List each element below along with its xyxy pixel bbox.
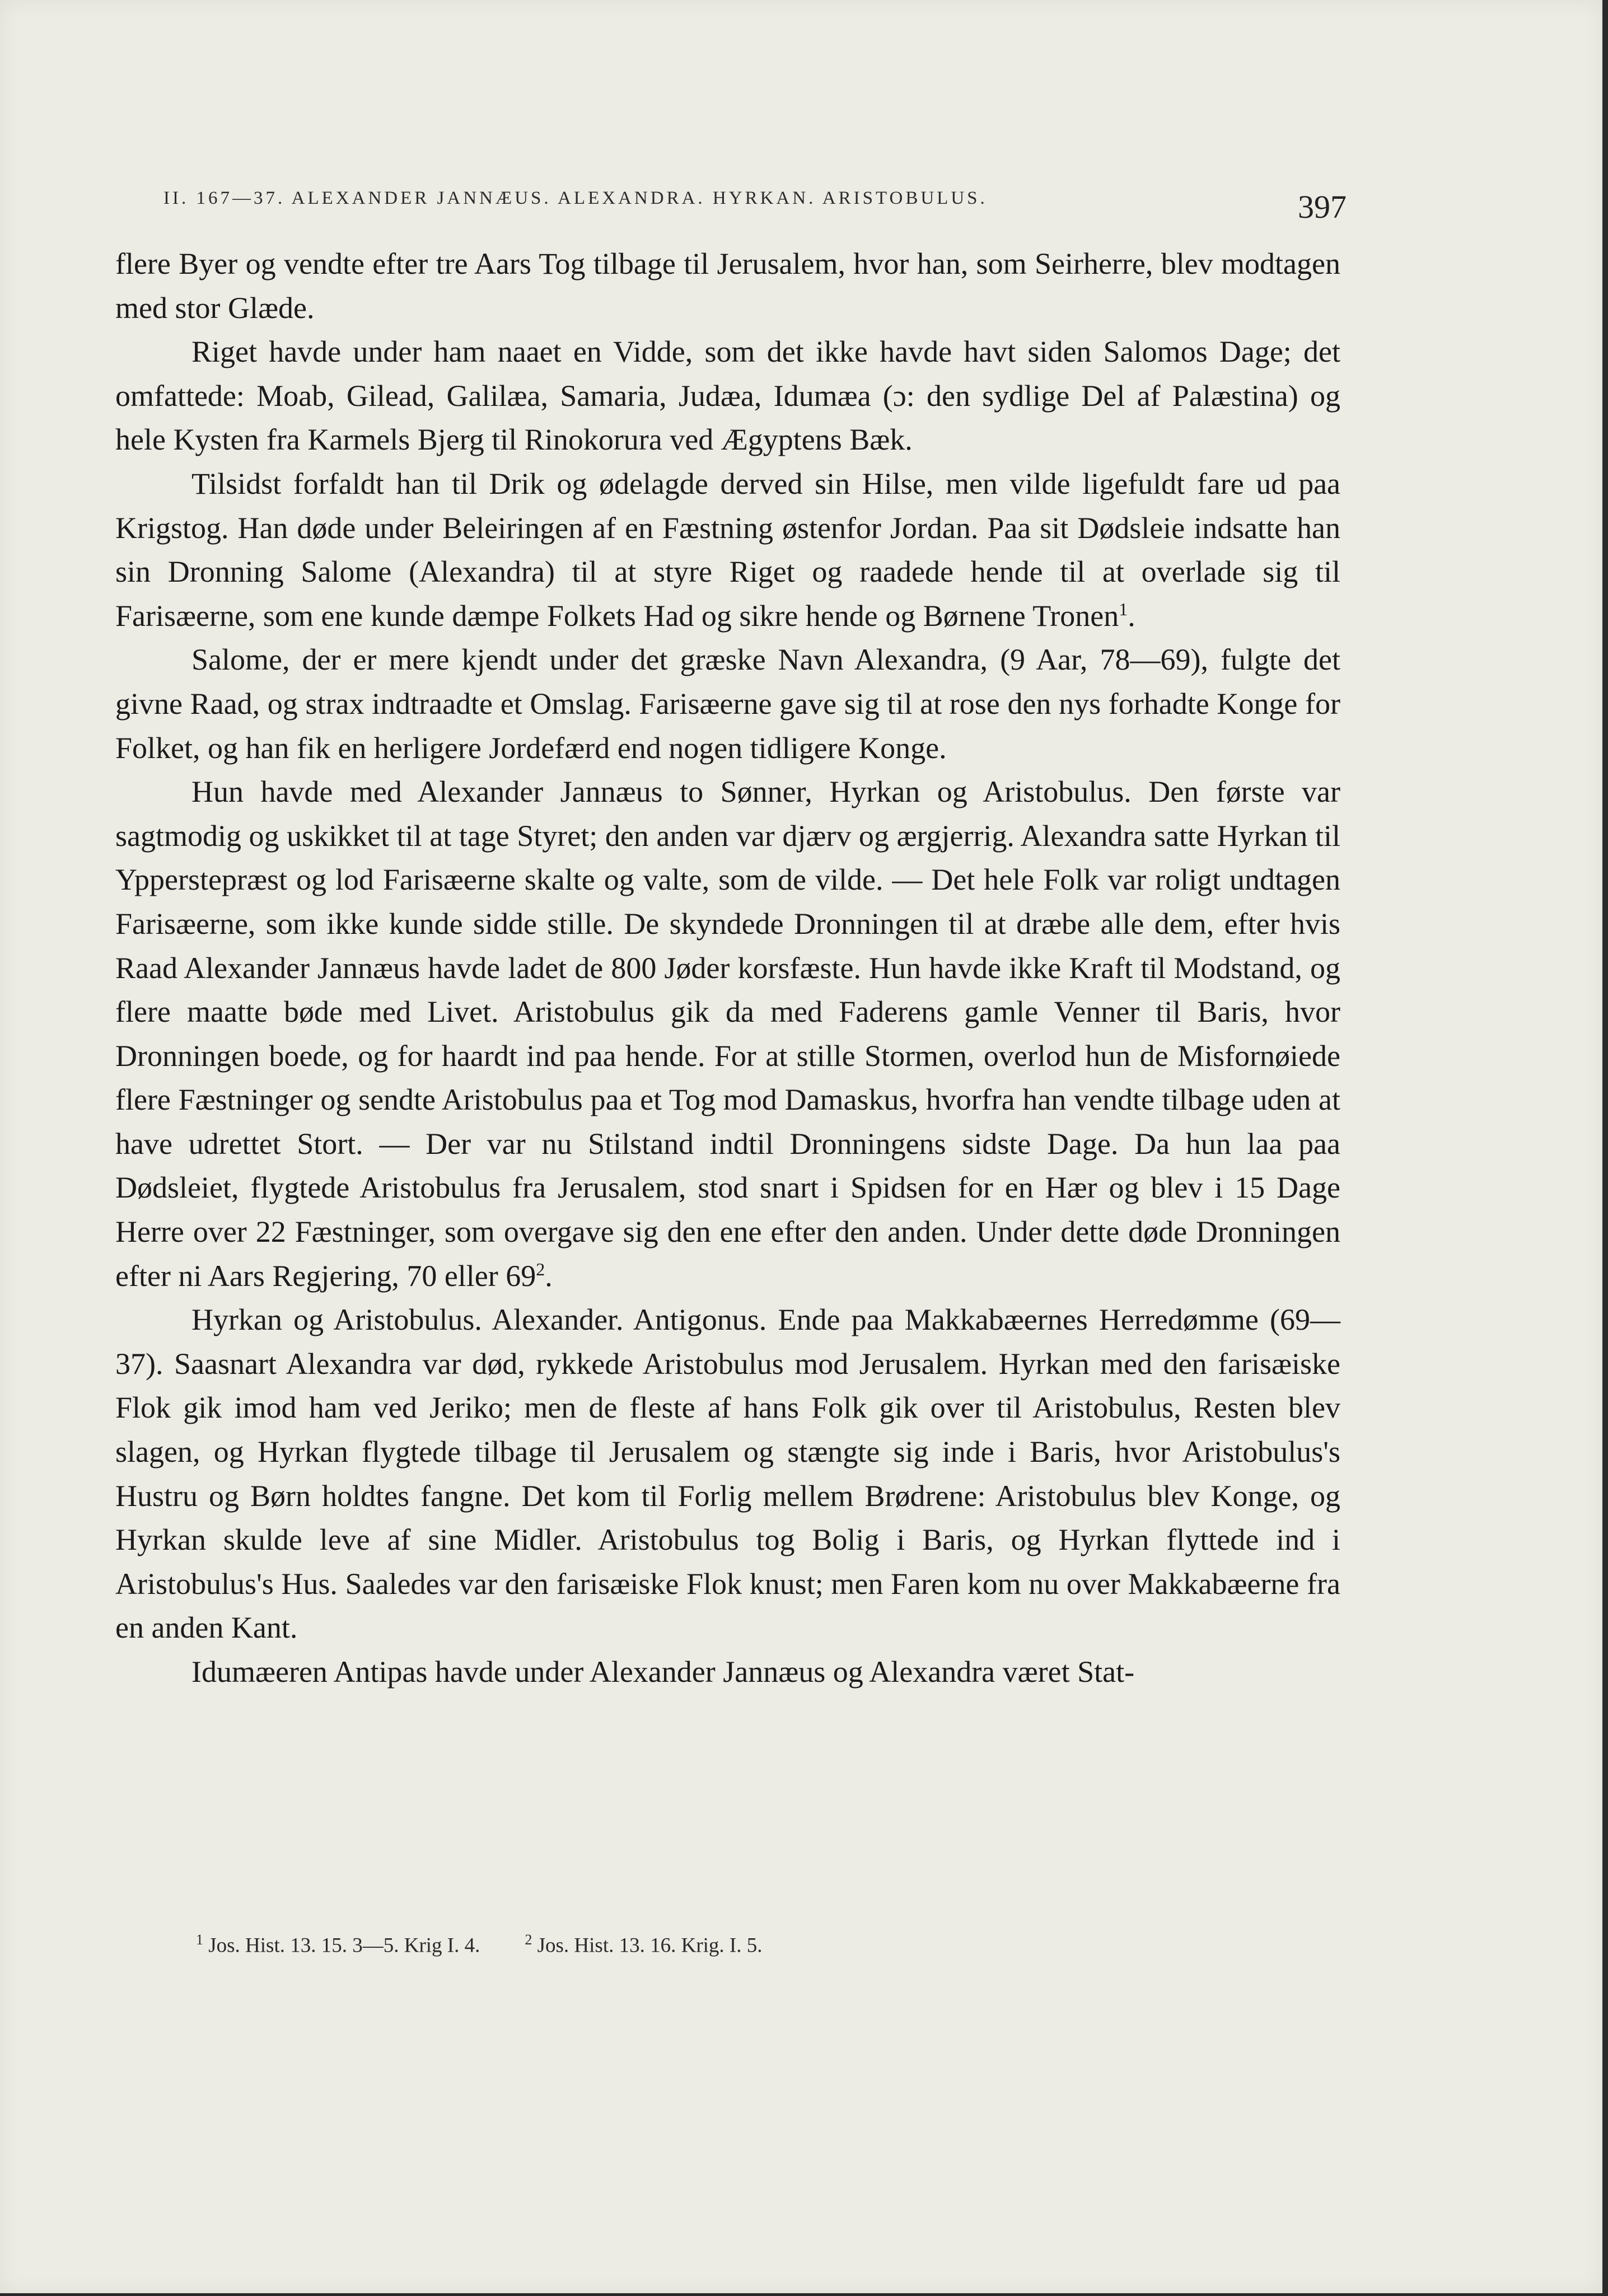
footnote-ref: 2 xyxy=(536,1259,545,1279)
paragraph-text: Hun havde med Alexander Jannæus to Sønner, Hyrkan og Aristobulus. Den første var sagtmodig og uskikket til at tage Styret; den anden var djærv og ærgjerrig. Alexandra satte Hyrkan til Ypperstepræst og lod Farisæerne skalte og valte, som de vilde. — Det hele Folk var roligt undtagen Farisæerne, som ikke kunde sidde stille. De skyndede Dronningen til at dræbe alle dem, efter hvis Raad Alexander Jannæus havde ladet de 800 Jøder korsfæste. Hun havde ikke Kraft til Modstand, og flere maatte bøde med Livet. Aristobulus gik da med Faderens gamle Venner til Baris, hvor Dronningen boede, og for haardt ind paa hende. For at stille Stormen, overlod hun de Misfornøiede flere Fæstninger og sendte Aristobulus paa et Tog mod Damaskus, hvorfra han vendte tilbage uden at have udrettet Stort. — Der var nu Stilstand indtil Dronningens sidste Dage. Da hun laa paa Dødsleiet, flygtede Aristobulus fra Jerusalem, stod snart i Spidsen for en Hær og blev i 15 Dage Herre over 22 Fæstninger, som overgave sig den ene efter den anden. Under dette døde Dronningen efter ni Aars Regjering, 70 eller 69 xyxy=(115,775,1340,1293)
paragraph: Salome, der er mere kjendt under det græske Navn Alexandra, (9 Aar, 78—69), fulgte det givne Raad, og strax indtraadte et Omslag. Farisæerne gave sig til at rose den nys forhadte Konge for Folket, og han fik en herligere Jordefærd end nogen tidligere Konge. xyxy=(115,643,1340,765)
footnote-mark: 1 xyxy=(196,1932,203,1948)
footnote-ref: 1 xyxy=(1119,598,1128,619)
page-number: 397 xyxy=(1298,189,1347,225)
footnote-mark: 2 xyxy=(525,1932,532,1948)
footnote-text: Jos. Hist. 13. 15. 3—5. Krig I. 4. xyxy=(208,1934,480,1957)
paragraph: Idumæeren Antipas havde under Alexander Jannæus og Alexandra været Stat- xyxy=(191,1655,1135,1689)
paragraph xyxy=(115,462,1340,638)
paragraph-text: Tilsidst forfaldt han til Drik og ødelagde derved sin Hilse, men vilde ligefuldt fare ud paa Krigstog. Han døde under Beleiringen af en Fæstning østenfor Jordan. Paa sit Dødsleie indsatte han sin Dronning Salome (Alexandra) til at styre Riget og raadede hende til at overlade sig til Farisæerne, som ene kunde dæmpe Folkets Had og sikre hende og Børnene Tronen xyxy=(115,466,1340,633)
footnote xyxy=(525,1932,762,1957)
paragraph-end: . xyxy=(545,1259,553,1293)
footnote-text: Jos. Hist. 13. 16. Krig. I. 5. xyxy=(537,1934,763,1957)
running-head: II. 167—37. ALEXANDER JANNÆUS. ALEXANDRA. HYRKAN. ARISTOBULUS. xyxy=(163,188,988,208)
body-text xyxy=(115,242,1340,1694)
paragraph: flere Byer og vendte efter tre Aars Tog tilbage til Jerusalem, hvor han, som Seirherre, blev modtagen med stor Glæde. xyxy=(115,247,1340,325)
paragraph: Hyrkan og Aristobulus. Alexander. Antigonus. Ende paa Makkabæernes Herredømme (69—37). Saasnart Alexandra var død, rykkede Aristobulus mod Jerusalem. Hyrkan med den farisæiske Flok gik imod ham ved Jeriko; men de fleste af hans Folk gik over til Aristobulus, Resten blev slagen, og Hyrkan flygtede tilbage til Jerusalem og stængte sig inde i Baris, hvor Aristobulus's Hustru og Børn holdtes fangne. Det kom til Forlig mellem Brødrene: Aristobulus blev Konge, og Hyrkan skulde leve af sine Midler. Aristobulus tog Bolig i Baris, og Hyrkan flyttede ind i Aristobulus's Hus. Saaledes var den farisæiske Flok knust; men Faren kom nu over Makkabæerne fra en anden Kant. xyxy=(115,1303,1340,1645)
paragraph-end: . xyxy=(1128,598,1135,633)
footnotes xyxy=(196,1932,1260,1957)
paragraph: Riget havde under ham naaet en Vidde, som det ikke havde havt siden Salomos Dage; det omfattede: Moab, Gilead, Galilæa, Samaria, Judæa, Idumæa (ɔ: den sydlige Del af Palæstina) og hele Kysten fra Karmels Bjerg til Rinokorura ved Ægyptens Bæk. xyxy=(115,335,1340,457)
paragraph xyxy=(115,770,1340,1298)
footnote xyxy=(196,1932,480,1957)
